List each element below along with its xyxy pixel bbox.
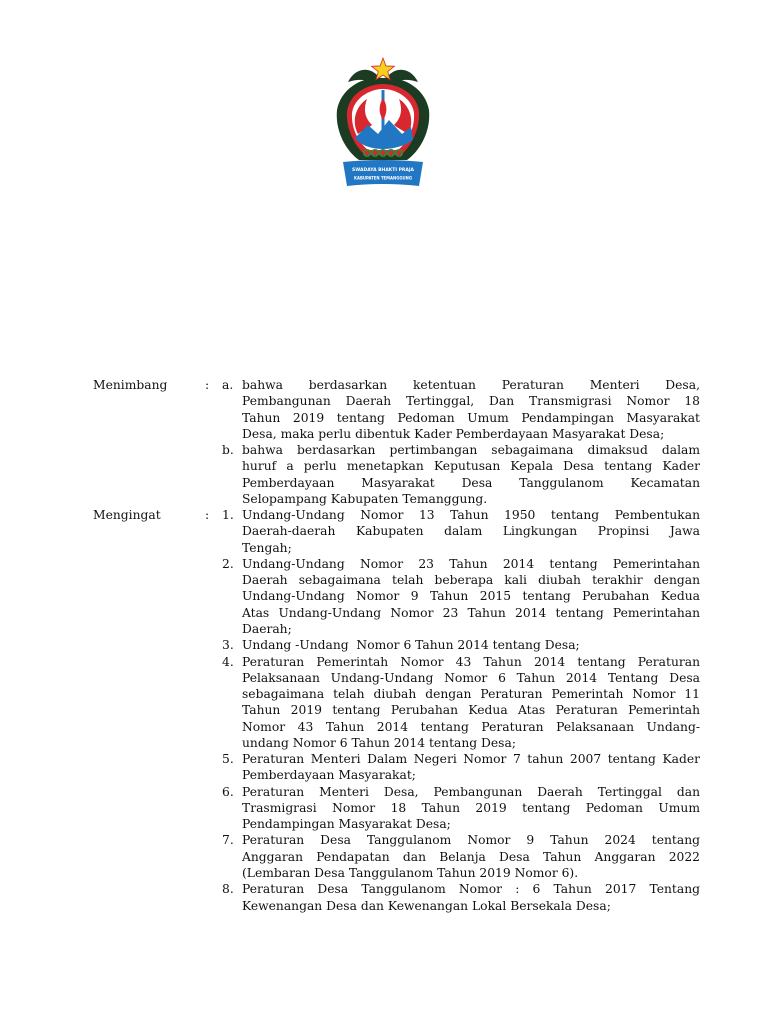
item-text-line: undang Nomor 6 Tahun 2014 tentang Desa; — [242, 735, 516, 750]
item-text — [242, 881, 700, 914]
item-text-line: Daerah; — [242, 621, 292, 636]
item-text-line: Daerah-daerah Kabupaten dalam Lingkungan Propinsi Jawa — [242, 524, 700, 539]
item-text-line: Pemberdayaan Masyarakat Desa Tanggulanom Kecamatan — [242, 475, 700, 490]
list-item-4 — [222, 654, 700, 752]
section-colon: : — [205, 508, 210, 523]
section-mengingat — [93, 507, 700, 914]
item-text-line: Atas Undang-Undang Nomor 23 Tahun 2014 tentang Pemerintahan — [242, 605, 700, 620]
section-label: Mengingat — [93, 508, 161, 523]
list-item-b — [222, 442, 700, 507]
list-item-6 — [222, 784, 700, 833]
item-text — [242, 654, 700, 752]
item-text-line: Peraturan Desa Tanggulanom Nomor 9 Tahun 2024 tentang — [242, 833, 700, 848]
item-text-line: bahwa berdasarkan ketentuan Peraturan Menteri Desa, — [242, 378, 700, 392]
item-text-line: Daerah sebagaimana telah beberapa kali diubah terakhir dengan — [242, 573, 700, 588]
item-text-line: Peraturan Desa Tanggulanom Nomor : 6 Tahun 2017 Tentang — [242, 882, 700, 897]
item-marker: 5. — [222, 752, 234, 767]
item-text-line: Trasmigrasi Nomor 18 Tahun 2019 tentang Pedoman Umum — [242, 800, 700, 815]
item-text — [242, 637, 700, 653]
list-item-7 — [222, 832, 700, 881]
item-text-line: Undang-Undang Nomor 9 Tahun 2015 tentang Perubahan Kedua — [242, 589, 700, 604]
item-marker: 4. — [222, 654, 234, 669]
item-text-line: Selopampang Kabupaten Temanggung. — [242, 491, 488, 506]
item-text — [242, 507, 700, 556]
logo-motto-text: SWADAYA BHAKTI PRAJA — [352, 168, 416, 173]
item-text-line: Undang -Undang Nomor 6 Tahun 2014 tentang Desa; — [242, 638, 580, 653]
list-item-3 — [222, 637, 700, 653]
list-item-2 — [222, 556, 700, 637]
item-text — [242, 751, 700, 784]
item-text-line: Tahun 2019 tentang Perubahan Kedua Atas Peraturan Pemerintah — [242, 703, 700, 718]
item-text — [242, 784, 700, 833]
list-item-a — [222, 377, 700, 442]
list-item-8 — [222, 881, 700, 914]
item-text-line: Tengah; — [242, 540, 292, 555]
section-colon: : — [205, 378, 210, 392]
crest-icon — [333, 54, 433, 192]
item-text-line: Nomor 43 Tahun 2014 tentang Peraturan Pelaksanaan Undang- — [242, 719, 700, 734]
item-text-line: Pelaksanaan Undang-Undang Nomor 6 Tahun 2014 Tentang Desa — [242, 670, 700, 685]
section-item-list — [222, 377, 700, 507]
item-text-line: Undang-Undang Nomor 23 Tahun 2014 tentang Pemerintahan — [242, 556, 700, 571]
item-text-line: Kewenangan Desa dan Kewenangan Lokal Bersekala Desa; — [242, 898, 611, 913]
item-text — [242, 556, 700, 637]
item-marker: 1. — [222, 508, 234, 523]
item-text — [242, 377, 700, 442]
item-text-line: Desa, maka perlu dibentuk Kader Pemberdayaan Masyarakat Desa; — [242, 426, 665, 441]
item-text-line: huruf a perlu menetapkan Keputusan Kepala Desa tentang Kader — [242, 459, 700, 474]
item-text-line: Peraturan Menteri Desa, Pembangunan Daerah Tertinggal dan — [242, 784, 700, 799]
section-item-list — [222, 507, 700, 914]
item-marker: 8. — [222, 882, 234, 897]
item-marker: 3. — [222, 638, 234, 653]
item-marker: 7. — [222, 833, 234, 848]
item-text — [242, 832, 700, 881]
decree-body — [93, 377, 700, 914]
item-text-line: Undang-Undang Nomor 13 Tahun 1950 tentang Pembentukan — [242, 508, 700, 523]
section-menimbang — [93, 377, 700, 507]
item-text-line: Tahun 2019 tentang Pedoman Umum Pendampingan Masyarakat — [242, 410, 700, 425]
item-text-line: Pembangunan Daerah Tertinggal, Dan Transmigrasi Nomor 18 — [242, 394, 700, 409]
motto-ribbon — [343, 160, 423, 186]
item-marker: 6. — [222, 784, 234, 799]
item-text — [242, 442, 700, 507]
item-text-line: Pemberdayaan Masyarakat; — [242, 768, 416, 783]
list-item-5 — [222, 751, 700, 784]
item-marker: 2. — [222, 556, 234, 571]
item-text-line: bahwa berdasarkan pertimbangan sebagaimana dimaksud dalam — [242, 443, 700, 458]
item-text-line: Pendampingan Masyarakat Desa; — [242, 817, 451, 832]
logo-region-text: KABUPATEN TEMANGGUNG — [354, 175, 412, 181]
item-text-line: Peraturan Pemerintah Nomor 43 Tahun 2014 tentang Peraturan — [242, 654, 700, 669]
item-marker: b. — [222, 443, 234, 458]
section-label: Menimbang — [93, 378, 168, 392]
item-text-line: sebagaimana telah diubah dengan Peraturan Pemerintah Nomor 11 — [242, 687, 700, 702]
item-text-line: Anggaran Pendapatan dan Belanja Desa Tahun Anggaran 2022 — [242, 849, 700, 864]
list-item-1 — [222, 507, 700, 556]
item-text-line: (Lembaran Desa Tanggulanom Tahun 2019 Nomor 6). — [242, 865, 579, 880]
regency-crest-logo — [333, 54, 433, 192]
item-text-line: Peraturan Menteri Dalam Negeri Nomor 7 tahun 2007 tentang Kader — [242, 752, 700, 767]
item-marker: a. — [222, 378, 234, 392]
